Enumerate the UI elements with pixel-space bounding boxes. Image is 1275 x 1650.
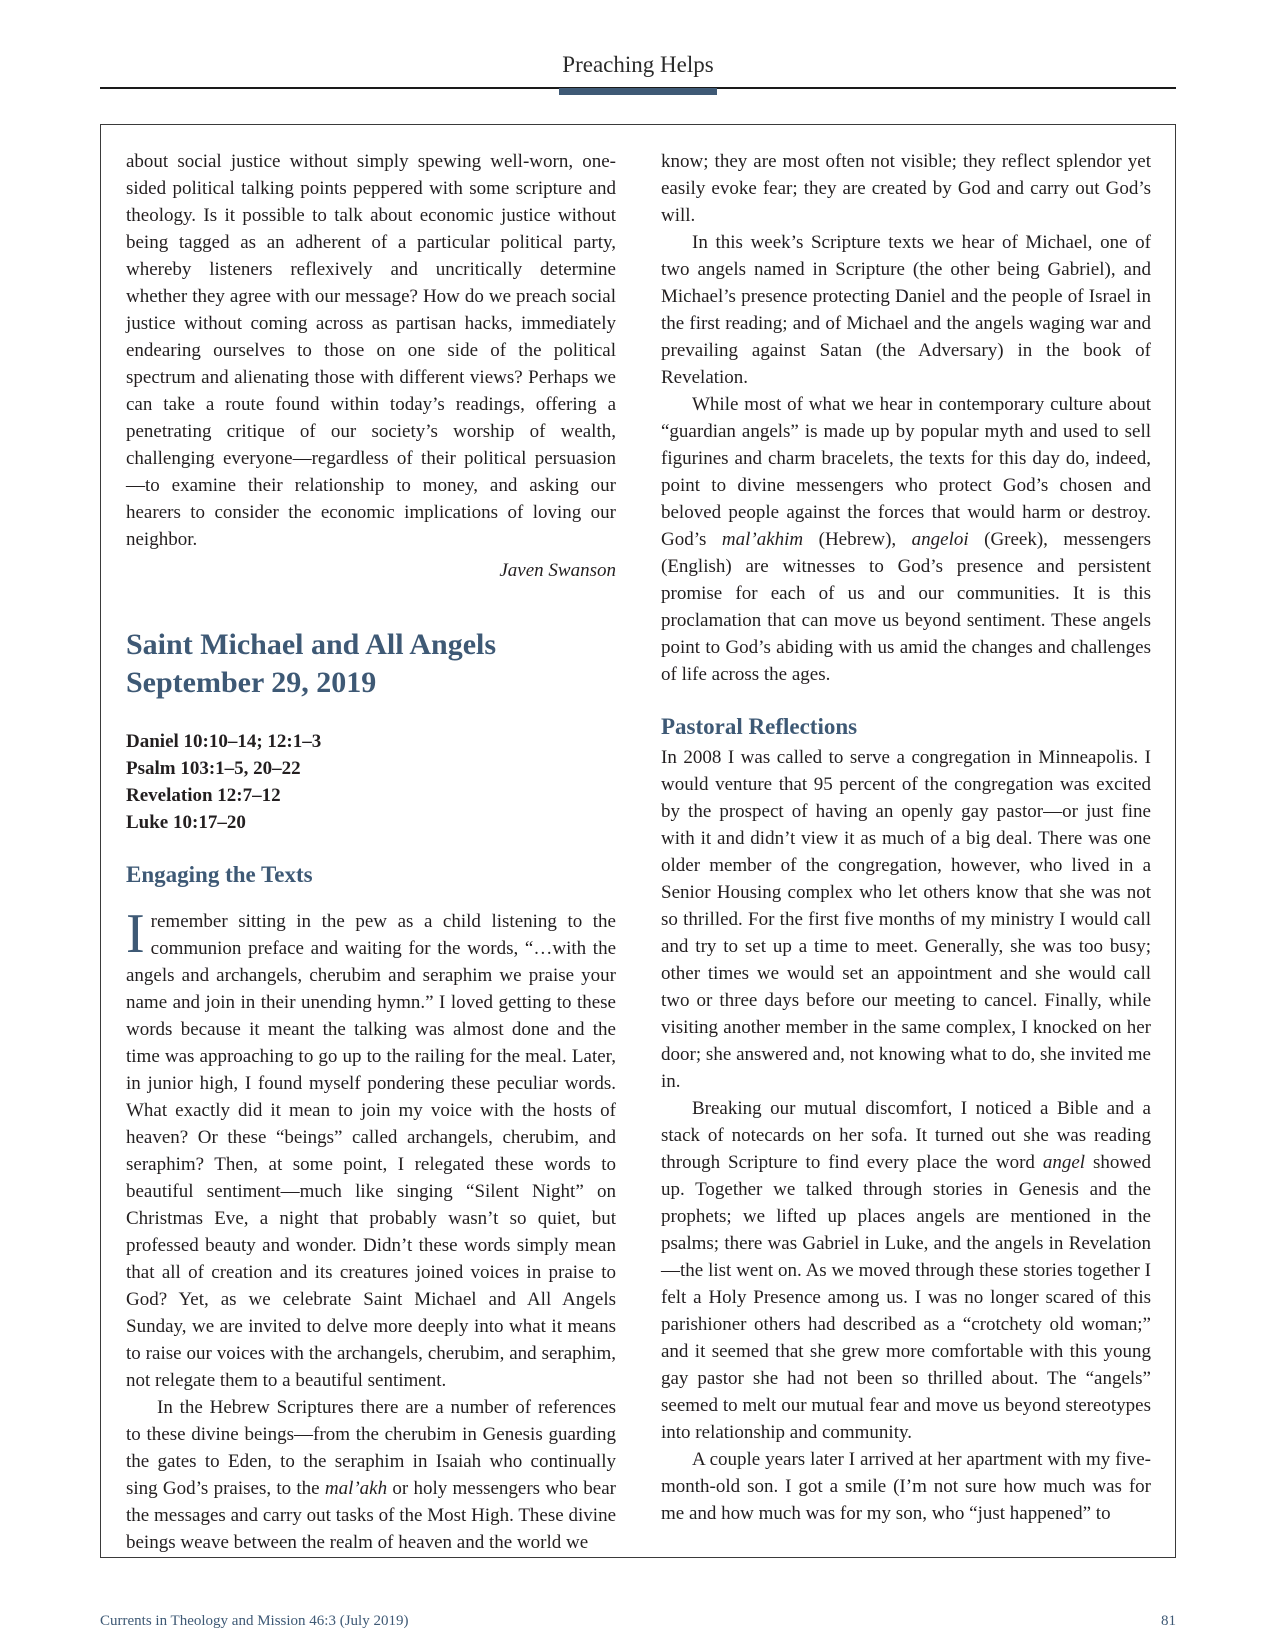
engaging-p2-italic: mal’akh xyxy=(324,1478,388,1499)
right-paragraph-3 xyxy=(661,391,1151,688)
right-paragraph-2: In this week’s Scripture texts we hear of Michael, one of two angels named in Scripture (the other being Gabriel), and Michael’s presence protecting Daniel and the people of Israel in the first reading; and of Michael and the angels waging war and prevailing against Satan (the Adversary) in the book of Revelation. xyxy=(661,232,1151,388)
reading-item: Revelation 12:7–12 xyxy=(126,785,281,806)
section-title-line1: Saint Michael and All Angels xyxy=(126,628,497,661)
pastoral-paragraph-3: A couple years later I arrived at her apartment with my five-month-old son. I got a smile (I’m not sure how much was for me and how much was for my son, who “just happened” to xyxy=(661,1449,1151,1524)
right-carryover-paragraph: know; they are most often not visible; they reflect splendor yet easily evoke fear; they are created by God and carry out God’s will. xyxy=(661,151,1151,226)
p3-text-c: (Greek), messengers (English) are witnesses to God’s presence and persistent promise for each of us and our communities. It is this proclamation that can move us beyond sentiment. These angels point to God’s abiding with us amid the changes and challenges of life across the ages. xyxy=(661,529,1151,685)
reading-item: Psalm 103:1–5, 20–22 xyxy=(126,758,301,779)
p3-text-a: While most of what we hear in contemporary culture about “guardian angels” is made up by popular myth and used to sell figurines and charm bracelets, the texts for this day do, indeed, point to divine messengers who protect God’s chosen and beloved people against the forces that would harm or destroy. God’s xyxy=(661,394,1151,550)
running-header-title: Preaching Helps xyxy=(562,52,714,77)
drop-cap: I xyxy=(126,903,145,965)
carryover-paragraph: about social justice without simply spewing well-worn, one-sided political talking points peppered with some scripture and theology. Is it possible to talk about economic justice without being tagged as an adherent of a particular political party, whereby listeners reflexively and uncritically determine whether they agree with our message? How do we preach social justice without coming across as partisan hacks, immediately endearing ourselves to those on one side of the political spectrum and alienating those with different views? Perhaps we can take a route found within today’s readings, offering a penetrating critique of our society’s worship of wealth, challenging everyone—regardless of their political persuasion—to examine their relationship to money, and asking our hearers to consider the economic implications of loving our neighbor. xyxy=(126,151,616,550)
pastoral-reflections-heading: Pastoral Reflections xyxy=(661,714,858,739)
right-column xyxy=(661,148,1151,1527)
author-signature: Javen Swanson xyxy=(499,560,616,581)
pastoral-paragraph-2 xyxy=(661,1095,1151,1446)
footer-page-number: 81 xyxy=(1161,1613,1176,1629)
running-header xyxy=(100,52,1176,92)
reading-item: Luke 10:17–20 xyxy=(126,812,246,833)
section-title xyxy=(126,626,616,702)
p3-italic-greek: angeloi xyxy=(911,529,969,550)
engaging-texts-heading: Engaging the Texts xyxy=(126,862,313,887)
reading-item: Daniel 10:10–14; 12:1–3 xyxy=(126,731,322,752)
p3-text-b: (Hebrew), xyxy=(803,529,912,550)
header-accent-tab xyxy=(559,88,717,95)
pastoral-paragraph-1: In 2008 I was called to serve a congregation in Minneapolis. I would venture that 95 percent of the congregation was excited by the prospect of having an openly gay pastor—or just fine with it and didn’t view it as much of a big deal. There was one older member of the congregation, however, who lived in a Senior Housing complex who let others know that she was not so thrilled. For the first five months of my ministry I would call and try to set up a time to meet. Generally, she was too busy; other times we would set an appointment and she would call two or three days before our meeting to cancel. Finally, while visiting another member in the same complex, I knocked on her door; she answered and, not knowing what to do, she invited me in. xyxy=(661,747,1151,1092)
engaging-paragraph-1-text: remember sitting in the pew as a child listening to the communion preface and waiting for the words, “…with the angels and archangels, cherubim and seraphim we praise your name and join in their unending hymn.” I loved getting to these words because it meant the talking was almost done and the time was approaching to go up to the railing for the meal. Later, in junior high, I found myself pondering these peculiar words. What exactly did it mean to join my voice with the hosts of heaven? Or these “beings” called archangels, cherubim, and seraphim? Then, at some point, I relegated these words to beautiful sentiment—much like singing “Silent Night” on Christmas Eve, a night that probably wasn’t so quiet, but professed beauty and wonder. Didn’t these words simply mean that all of creation and its creatures joined voices in praise to God? Yet, as we celebrate Saint Michael and All Angels Sunday, we are invited to delve more deeply into what it means to raise our voices with the archangels, cherubim, and seraphim, not relegate them to a beautiful sentiment. xyxy=(126,911,616,1391)
engaging-paragraph-2 xyxy=(126,1394,616,1556)
pastoral-p2-text-b: showed up. Together we talked through stories in Genesis and the prophets; we lifted up places angels are mentioned in the psalms; there was Gabriel in Luke, and the angels in Revelation—the list went on. As we moved through these stories together I felt a Holy Presence among us. I was no longer scared of this parishioner others had described as a “crotchety old woman;” and it seemed that she grew more comfortable with this young gay pastor she had not been so thrilled about. The “angels” seemed to melt our mutual fear and move us beyond stereotypes into relationship and community. xyxy=(661,1152,1151,1443)
engaging-p2-text-b: or holy messengers who bear the messages and carry out tasks of the Most High. These divine beings weave between the realm of heaven and the world we xyxy=(126,1478,616,1553)
pastoral-p2-italic: angel xyxy=(1042,1152,1086,1173)
section-title-date: September 29, 2019 xyxy=(126,666,377,699)
footer-journal-citation: Currents in Theology and Mission 46:3 (July 2019) xyxy=(100,1613,409,1629)
engaging-p2-text-a: In the Hebrew Scriptures there are a number of references to these divine beings—from the cherubim in Genesis guarding the gates to Eden, to the seraphim in Isaiah who continually sing God’s praises, to the xyxy=(126,1397,616,1499)
pastoral-p2-text-a: Breaking our mutual discomfort, I noticed a Bible and a stack of notecards on her sofa. It turned out she was reading through Scripture to find every place the word xyxy=(661,1098,1151,1173)
p3-italic-hebrew: mal’akhim xyxy=(721,529,804,550)
engaging-paragraph-1 xyxy=(126,903,616,1394)
lectionary-readings xyxy=(126,728,616,836)
left-column xyxy=(126,148,616,1556)
